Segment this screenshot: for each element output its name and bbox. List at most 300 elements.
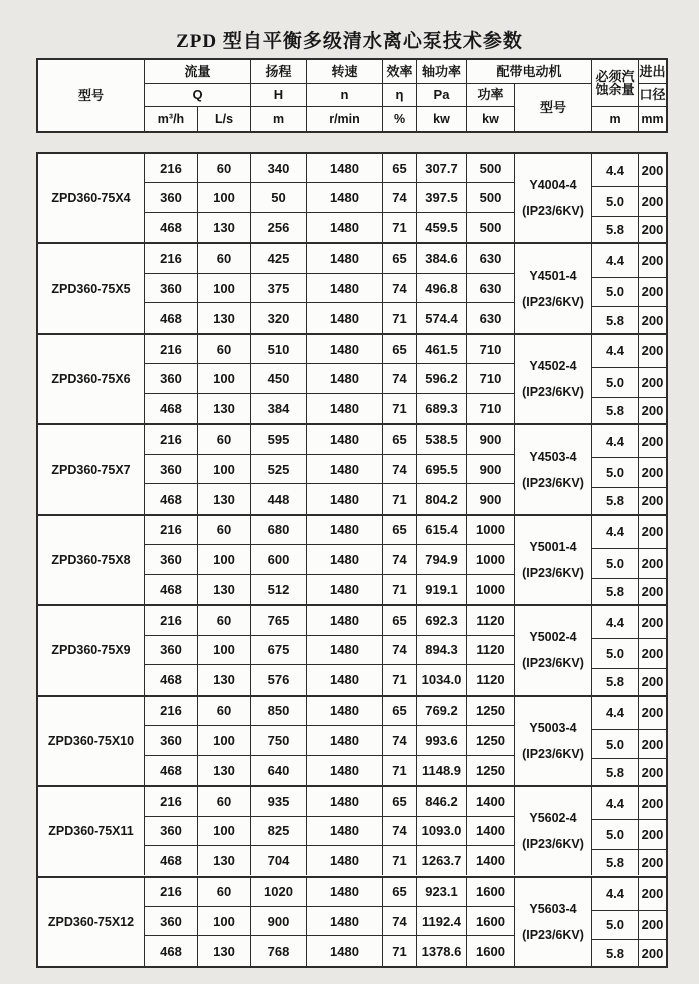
unit-port: mm — [641, 111, 664, 126]
speed-cell: 1480 — [307, 636, 383, 665]
motor-protection-line: (IP23/6KV) — [522, 204, 584, 219]
q-m3h-cell: 360 — [145, 455, 198, 484]
motor-power-cell: 1400 — [467, 787, 515, 816]
q-m3h-cell: 216 — [145, 244, 198, 273]
pa-cell: 384.6 — [417, 244, 467, 273]
head-cell: 512 — [251, 575, 307, 604]
npsh-cell: 5.8 — [605, 674, 625, 690]
dia-subcolumn — [639, 244, 666, 332]
speed-cell: 1480 — [307, 154, 383, 183]
q-m3h-cell: 360 — [145, 183, 198, 212]
q-m3h-cell: 360 — [145, 636, 198, 665]
head-cell: 750 — [251, 726, 307, 755]
eff-cell: 65 — [383, 244, 417, 273]
motor-power-cell: 1250 — [467, 726, 515, 755]
motor-power-cell: 1000 — [467, 516, 515, 545]
npsh-cell: 5.0 — [592, 639, 638, 669]
motor-power-cell: 900 — [467, 455, 515, 484]
pa-cell: 596.2 — [417, 364, 467, 393]
unit-shaft-power: kw — [417, 107, 467, 131]
npsh-cell: 4.4 — [592, 425, 638, 458]
q-ls-cell: 100 — [198, 183, 251, 212]
head-cell: 256 — [251, 213, 307, 242]
motor-model-line: Y5001-4 — [529, 539, 577, 554]
motor-model-cell — [515, 787, 592, 875]
q-m3h-cell: 360 — [145, 274, 198, 303]
motor-model-line: Y4501-4 — [529, 268, 577, 283]
unit-speed: r/min — [307, 107, 383, 131]
dia-subcolumn — [639, 878, 666, 966]
head-cell: 675 — [251, 636, 307, 665]
dia-cell: 200 — [639, 425, 666, 458]
pump-group — [38, 154, 666, 244]
q-ls-cell: 100 — [198, 545, 251, 574]
header-eff-label: 效率 — [383, 60, 417, 84]
dia-cell: 200 — [639, 187, 666, 217]
q-m3h-cell: 216 — [145, 154, 198, 183]
motor-power-cell: 500 — [467, 213, 515, 242]
head-cell: 900 — [251, 907, 307, 936]
q-ls-cell: 130 — [198, 213, 251, 242]
motor-power-cell: 630 — [467, 303, 515, 332]
motor-model-cell — [515, 606, 592, 694]
head-cell: 600 — [251, 545, 307, 574]
npsh-subcolumn — [592, 516, 639, 604]
motor-power-cell: 1250 — [467, 756, 515, 785]
motor-model-cell — [515, 516, 592, 604]
eff-cell: 71 — [383, 213, 417, 242]
q-ls-cell: 100 — [198, 364, 251, 393]
npsh-cell: 5.0 — [592, 368, 638, 398]
q-m3h-cell: 468 — [145, 936, 198, 965]
pump-model-cell: ZPD360-75X11 — [38, 787, 145, 875]
q-ls-cell: 100 — [198, 274, 251, 303]
q-m3h-cell: 360 — [145, 726, 198, 755]
motor-power-cell: 1600 — [467, 878, 515, 907]
head-cell: 576 — [251, 665, 307, 694]
dia-cell: 200 — [641, 855, 664, 871]
header-flow-label: 流量 — [145, 60, 251, 84]
eff-cell: 71 — [383, 665, 417, 694]
eff-cell: 65 — [383, 516, 417, 545]
eff-cell: 74 — [383, 183, 417, 212]
motor-power-cell: 900 — [467, 425, 515, 454]
unit-motor-power: kw — [467, 107, 515, 131]
eff-cell: 71 — [383, 303, 417, 332]
head-cell: 320 — [251, 303, 307, 332]
head-cell: 510 — [251, 335, 307, 364]
head-cell: 704 — [251, 846, 307, 875]
speed-cell: 1480 — [307, 665, 383, 694]
q-ls-cell: 130 — [198, 756, 251, 785]
dia-cell: 200 — [641, 493, 664, 509]
head-cell: 375 — [251, 274, 307, 303]
dia-cell: 200 — [639, 549, 666, 579]
dia-cell: 200 — [641, 583, 664, 599]
motor-power-cell: 1600 — [467, 907, 515, 936]
npsh-subcolumn — [592, 244, 639, 332]
speed-cell: 1480 — [307, 425, 383, 454]
dia-cell: 200 — [639, 278, 666, 308]
npsh-cell: 5.8 — [605, 312, 625, 328]
header-motor-model-label: 型号 — [515, 84, 592, 131]
header-shaft-power-label: 轴功率 — [417, 60, 467, 84]
q-ls-cell: 130 — [198, 665, 251, 694]
motor-model-cell — [515, 878, 592, 966]
npsh-subcolumn — [592, 606, 639, 694]
dia-cell: 200 — [641, 764, 664, 780]
speed-cell: 1480 — [307, 606, 383, 635]
pa-cell: 692.3 — [417, 606, 467, 635]
speed-cell: 1480 — [307, 274, 383, 303]
npsh-cell: 5.8 — [605, 402, 625, 418]
pump-group — [38, 787, 666, 877]
speed-cell: 1480 — [307, 878, 383, 907]
q-ls-cell: 130 — [198, 484, 251, 513]
npsh-subcolumn — [592, 787, 639, 875]
eff-cell: 71 — [383, 936, 417, 965]
q-m3h-cell: 468 — [145, 575, 198, 604]
motor-protection-line: (IP23/6KV) — [522, 837, 584, 852]
pa-cell: 574.4 — [417, 303, 467, 332]
motor-power-cell: 630 — [467, 244, 515, 273]
eff-cell: 74 — [383, 817, 417, 846]
q-ls-cell: 130 — [198, 936, 251, 965]
motor-protection-line: (IP23/6KV) — [522, 746, 584, 761]
dia-cell: 200 — [639, 697, 666, 730]
motor-model-cell — [515, 697, 592, 785]
npsh-cell: 5.0 — [592, 820, 638, 850]
unit-head: m — [251, 107, 307, 131]
motor-model-line: Y4004-4 — [529, 178, 577, 193]
motor-power-cell: 900 — [467, 484, 515, 513]
dia-cell: 200 — [639, 335, 666, 368]
speed-cell: 1480 — [307, 575, 383, 604]
head-cell: 850 — [251, 697, 307, 726]
pa-cell: 919.1 — [417, 575, 467, 604]
pa-cell: 1378.6 — [417, 936, 467, 965]
head-cell: 640 — [251, 756, 307, 785]
body-table — [36, 152, 668, 968]
dia-subcolumn — [639, 516, 666, 604]
dia-cell: 200 — [639, 368, 666, 398]
pump-model-cell: ZPD360-75X12 — [38, 878, 145, 966]
speed-cell: 1480 — [307, 846, 383, 875]
motor-model-line: Y5603-4 — [529, 901, 577, 916]
q-m3h-cell: 216 — [145, 425, 198, 454]
dia-cell: 200 — [639, 820, 666, 850]
eff-cell: 65 — [383, 154, 417, 183]
npsh-cell: 4.4 — [592, 878, 638, 911]
npsh-cell: 5.0 — [592, 549, 638, 579]
q-ls-cell: 60 — [198, 606, 251, 635]
dia-subcolumn — [639, 335, 666, 423]
q-m3h-cell: 360 — [145, 545, 198, 574]
q-m3h-cell: 468 — [145, 213, 198, 242]
motor-model-cell — [515, 154, 592, 242]
unit-eff: % — [383, 107, 417, 131]
head-cell: 825 — [251, 817, 307, 846]
header-speed-label: 转速 — [307, 60, 383, 84]
pump-group — [38, 244, 666, 334]
pump-group — [38, 516, 666, 606]
npsh-subcolumn — [592, 878, 639, 966]
motor-protection-line: (IP23/6KV) — [522, 656, 584, 671]
q-ls-cell: 100 — [198, 636, 251, 665]
motor-model-line: Y4502-4 — [529, 359, 577, 374]
dia-subcolumn — [639, 154, 666, 242]
eff-cell: 74 — [383, 636, 417, 665]
speed-cell: 1480 — [307, 335, 383, 364]
pa-cell: 307.7 — [417, 154, 467, 183]
head-cell: 448 — [251, 484, 307, 513]
header-eff-symbol: η — [383, 84, 417, 108]
q-m3h-cell: 216 — [145, 878, 198, 907]
speed-cell: 1480 — [307, 817, 383, 846]
motor-model-cell — [515, 425, 592, 513]
q-m3h-cell: 468 — [145, 846, 198, 875]
speed-cell: 1480 — [307, 545, 383, 574]
dia-cell: 200 — [639, 244, 666, 277]
pa-cell: 615.4 — [417, 516, 467, 545]
dia-cell: 200 — [641, 674, 664, 690]
npsh-cell: 4.4 — [592, 335, 638, 368]
q-ls-cell: 130 — [198, 303, 251, 332]
pa-cell: 689.3 — [417, 394, 467, 423]
speed-cell: 1480 — [307, 484, 383, 513]
q-ls-cell: 130 — [198, 394, 251, 423]
q-ls-cell: 100 — [198, 726, 251, 755]
motor-power-cell: 1250 — [467, 697, 515, 726]
pa-cell: 397.5 — [417, 183, 467, 212]
npsh-subcolumn — [592, 154, 639, 242]
eff-cell: 65 — [383, 335, 417, 364]
pa-cell: 794.9 — [417, 545, 467, 574]
eff-cell: 71 — [383, 846, 417, 875]
motor-power-cell: 1120 — [467, 665, 515, 694]
npsh-label-line2: 蚀余量 — [595, 82, 635, 98]
head-cell: 425 — [251, 244, 307, 273]
q-m3h-cell: 216 — [145, 787, 198, 816]
header-model-label: 型号 — [38, 60, 145, 131]
pa-cell: 923.1 — [417, 878, 467, 907]
eff-cell: 71 — [383, 394, 417, 423]
q-ls-cell: 60 — [198, 335, 251, 364]
unit-flow-ls: L/s — [198, 107, 251, 131]
motor-protection-line: (IP23/6KV) — [522, 294, 584, 309]
pump-group — [38, 606, 666, 696]
motor-power-cell: 630 — [467, 274, 515, 303]
eff-cell: 71 — [383, 575, 417, 604]
dia-cell: 200 — [639, 154, 666, 187]
dia-cell: 200 — [641, 402, 664, 418]
q-ls-cell: 130 — [198, 846, 251, 875]
dia-cell: 200 — [639, 911, 666, 941]
pa-cell: 1034.0 — [417, 665, 467, 694]
motor-protection-line: (IP23/6KV) — [522, 927, 584, 942]
dia-cell: 200 — [639, 516, 666, 549]
speed-cell: 1480 — [307, 303, 383, 332]
dia-cell: 200 — [639, 787, 666, 820]
pump-model-cell: ZPD360-75X7 — [38, 425, 145, 513]
pa-cell: 1148.9 — [417, 756, 467, 785]
speed-cell: 1480 — [307, 244, 383, 273]
npsh-cell: 5.0 — [592, 278, 638, 308]
header-flow-symbol: Q — [145, 84, 251, 108]
q-ls-cell: 60 — [198, 878, 251, 907]
eff-cell: 74 — [383, 455, 417, 484]
motor-power-cell: 500 — [467, 183, 515, 212]
pa-cell: 496.8 — [417, 274, 467, 303]
npsh-cell: 5.8 — [605, 945, 625, 961]
eff-cell: 65 — [383, 878, 417, 907]
pump-model-cell: ZPD360-75X4 — [38, 154, 145, 242]
motor-protection-line: (IP23/6KV) — [522, 565, 584, 580]
pa-cell: 993.6 — [417, 726, 467, 755]
speed-cell: 1480 — [307, 364, 383, 393]
motor-power-cell: 710 — [467, 335, 515, 364]
q-m3h-cell: 468 — [145, 484, 198, 513]
npsh-cell: 4.4 — [592, 154, 638, 187]
speed-cell: 1480 — [307, 697, 383, 726]
npsh-subcolumn — [592, 697, 639, 785]
pump-group — [38, 878, 666, 966]
dia-cell: 200 — [641, 945, 664, 961]
speed-cell: 1480 — [307, 213, 383, 242]
motor-model-line: Y5002-4 — [529, 630, 577, 645]
pa-cell: 695.5 — [417, 455, 467, 484]
q-ls-cell: 60 — [198, 787, 251, 816]
speed-cell: 1480 — [307, 756, 383, 785]
npsh-cell: 4.4 — [592, 516, 638, 549]
speed-cell: 1480 — [307, 455, 383, 484]
npsh-subcolumn — [592, 335, 639, 423]
header-table — [36, 58, 668, 133]
pump-model-cell: ZPD360-75X5 — [38, 244, 145, 332]
motor-power-cell: 710 — [467, 394, 515, 423]
motor-power-cell: 1000 — [467, 575, 515, 604]
q-m3h-cell: 360 — [145, 364, 198, 393]
header-speed-symbol: n — [307, 84, 383, 108]
head-cell: 525 — [251, 455, 307, 484]
head-cell: 450 — [251, 364, 307, 393]
npsh-cell: 4.4 — [592, 697, 638, 730]
q-ls-cell: 60 — [198, 154, 251, 183]
dia-subcolumn — [639, 425, 666, 513]
pump-model-cell: ZPD360-75X10 — [38, 697, 145, 785]
speed-cell: 1480 — [307, 516, 383, 545]
q-ls-cell: 60 — [198, 244, 251, 273]
eff-cell: 71 — [383, 756, 417, 785]
pa-cell: 459.5 — [417, 213, 467, 242]
speed-cell: 1480 — [307, 907, 383, 936]
q-m3h-cell: 216 — [145, 516, 198, 545]
dia-cell: 200 — [639, 730, 666, 760]
eff-cell: 65 — [383, 606, 417, 635]
npsh-cell: 4.4 — [592, 606, 638, 639]
pump-model-cell: ZPD360-75X9 — [38, 606, 145, 694]
eff-cell: 65 — [383, 787, 417, 816]
header-port-label-line2: 口径 — [639, 84, 666, 108]
header-motor-power-label: 功率 — [467, 84, 515, 108]
q-m3h-cell: 216 — [145, 606, 198, 635]
npsh-cell: 4.4 — [592, 244, 638, 277]
q-m3h-cell: 468 — [145, 756, 198, 785]
head-cell: 680 — [251, 516, 307, 545]
npsh-cell: 5.0 — [592, 187, 638, 217]
motor-model-cell — [515, 335, 592, 423]
page-title: ZPD 型自平衡多级清水离心泵技术参数 — [176, 31, 523, 52]
npsh-cell: 5.8 — [605, 222, 625, 238]
q-ls-cell: 60 — [198, 516, 251, 545]
motor-model-cell — [515, 244, 592, 332]
pa-cell: 1093.0 — [417, 817, 467, 846]
speed-cell: 1480 — [307, 787, 383, 816]
header-head-label: 扬程 — [251, 60, 307, 84]
pump-model-cell: ZPD360-75X6 — [38, 335, 145, 423]
motor-power-cell: 1000 — [467, 545, 515, 574]
head-cell: 595 — [251, 425, 307, 454]
speed-cell: 1480 — [307, 936, 383, 965]
motor-power-cell: 1400 — [467, 817, 515, 846]
motor-model-line: Y5003-4 — [529, 720, 577, 735]
eff-cell: 74 — [383, 907, 417, 936]
npsh-cell: 4.4 — [592, 787, 638, 820]
pump-group — [38, 697, 666, 787]
eff-cell: 74 — [383, 364, 417, 393]
motor-power-cell: 1120 — [467, 636, 515, 665]
head-cell: 935 — [251, 787, 307, 816]
q-ls-cell: 100 — [198, 455, 251, 484]
motor-power-cell: 500 — [467, 154, 515, 183]
q-ls-cell: 100 — [198, 907, 251, 936]
q-m3h-cell: 360 — [145, 817, 198, 846]
q-m3h-cell: 360 — [145, 907, 198, 936]
q-ls-cell: 60 — [198, 697, 251, 726]
npsh-label-line1: 必须汽 — [595, 68, 635, 84]
pa-cell: 894.3 — [417, 636, 467, 665]
npsh-cell: 5.0 — [592, 730, 638, 760]
npsh-cell: 5.8 — [605, 855, 625, 871]
unit-npsh: m — [592, 107, 639, 131]
pa-cell: 769.2 — [417, 697, 467, 726]
pa-cell: 1263.7 — [417, 846, 467, 875]
q-ls-cell: 100 — [198, 817, 251, 846]
npsh-cell: 5.8 — [605, 583, 625, 599]
pump-group — [38, 425, 666, 515]
q-ls-cell: 60 — [198, 425, 251, 454]
speed-cell: 1480 — [307, 394, 383, 423]
dia-cell: 200 — [639, 878, 666, 911]
header-head-symbol: H — [251, 84, 307, 108]
motor-power-cell: 1600 — [467, 936, 515, 965]
eff-cell: 74 — [383, 545, 417, 574]
eff-cell: 74 — [383, 274, 417, 303]
dia-subcolumn — [639, 697, 666, 785]
motor-model-line: Y5602-4 — [529, 811, 577, 826]
eff-cell: 71 — [383, 484, 417, 513]
head-cell: 765 — [251, 606, 307, 635]
q-m3h-cell: 216 — [145, 697, 198, 726]
q-m3h-cell: 468 — [145, 394, 198, 423]
dia-cell: 200 — [639, 639, 666, 669]
pa-cell: 804.2 — [417, 484, 467, 513]
dia-cell: 200 — [639, 458, 666, 488]
head-cell: 1020 — [251, 878, 307, 907]
unit-flow-m3h: m³/h — [145, 107, 198, 131]
head-cell: 340 — [251, 154, 307, 183]
header-port-label-line1: 进出 — [639, 60, 666, 84]
